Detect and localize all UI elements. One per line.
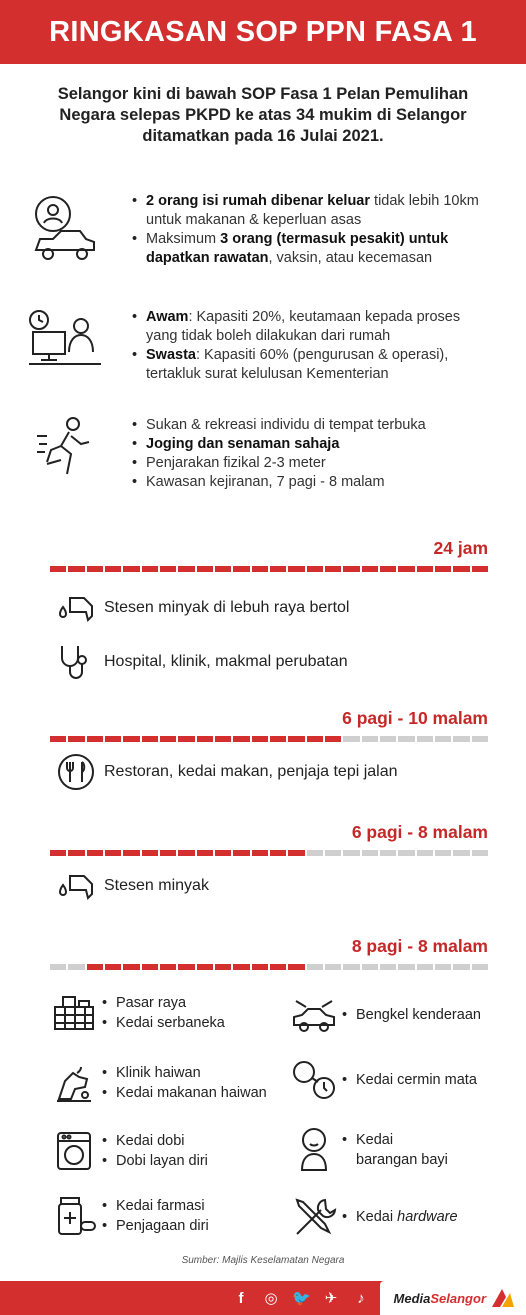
bar-segment-inactive	[472, 850, 488, 856]
twitter-icon[interactable]: 🐦	[292, 1290, 311, 1307]
person-car-icon	[0, 192, 130, 266]
hours-6am-8pm-bar	[50, 850, 488, 856]
sop-recreation-list	[130, 416, 490, 492]
runner-icon	[0, 416, 130, 486]
bar-segment-inactive	[398, 850, 414, 856]
bar-segment-active	[178, 850, 194, 856]
bar-segment-inactive	[435, 736, 451, 742]
page-title: RINGKASAN SOP PPN FASA 1	[49, 15, 477, 48]
bar-segment-inactive	[68, 964, 84, 970]
list-item: • Klinik haiwan	[102, 1063, 267, 1083]
shop-optical	[286, 1058, 477, 1102]
footer-bar	[0, 1281, 526, 1315]
bar-segment-active	[453, 566, 469, 572]
bar-segment-inactive	[50, 964, 66, 970]
bar-segment-inactive	[417, 964, 433, 970]
social-links	[232, 1289, 370, 1307]
bar-segment-active	[288, 566, 304, 572]
bar-segment-active	[68, 850, 84, 856]
bar-segment-active	[178, 964, 194, 970]
bar-segment-inactive	[380, 964, 396, 970]
hours-6am-10pm-bar	[50, 736, 488, 742]
bar-segment-active	[343, 566, 359, 572]
bar-segment-active	[123, 964, 139, 970]
hours-8am-8pm-title: 8 pagi - 8 malam	[351, 936, 488, 956]
bar-segment-inactive	[453, 736, 469, 742]
bar-segment-inactive	[417, 850, 433, 856]
place-label: Hospital, klinik, makmal perubatan	[104, 653, 348, 670]
list-item: • 2 orang isi rumah dibenar keluar tidak lebih 10km untuk makanan & keperluan asas	[130, 192, 490, 230]
bar-segment-active	[50, 566, 66, 572]
bar-segment-inactive	[398, 964, 414, 970]
list-item: • Sukan & rekreasi individu di tempat terbuka	[130, 416, 490, 435]
bar-segment-active	[233, 566, 249, 572]
bar-segment-active	[123, 566, 139, 572]
bar-segment-inactive	[398, 736, 414, 742]
brand-logo	[380, 1281, 526, 1315]
bar-segment-active	[68, 566, 84, 572]
bar-segment-active	[197, 964, 213, 970]
bar-segment-active	[142, 566, 158, 572]
list-item: • Kedai farmasi	[102, 1196, 209, 1216]
tools-icon	[286, 1194, 342, 1240]
list-item: • Kedai serbaneka	[102, 1013, 225, 1033]
bar-segment-active	[215, 736, 231, 742]
shop-baby	[286, 1126, 452, 1174]
list-item: • Pasar raya	[102, 993, 225, 1013]
bar-segment-inactive	[472, 964, 488, 970]
sop-work-list	[130, 308, 490, 384]
office-worker-icon	[0, 308, 130, 370]
bar-segment-inactive	[417, 736, 433, 742]
bar-segment-active	[142, 850, 158, 856]
bar-segment-active	[252, 964, 268, 970]
facebook-icon[interactable]: f	[238, 1289, 244, 1307]
shop-list	[102, 1131, 208, 1171]
bar-segment-active	[87, 964, 103, 970]
bar-segment-active	[160, 566, 176, 572]
shop-supermarket	[46, 993, 225, 1033]
bar-segment-active	[270, 850, 286, 856]
plate-cutlery-icon	[48, 752, 104, 792]
bar-segment-active	[362, 566, 378, 572]
bar-segment-inactive	[362, 964, 378, 970]
list-item: • Bengkel kenderaan	[342, 1005, 481, 1025]
place-restaurant	[48, 752, 398, 792]
bar-segment-active	[215, 566, 231, 572]
fuel-pump-icon	[48, 592, 104, 624]
shop-list	[342, 1005, 481, 1025]
bar-segment-active	[252, 736, 268, 742]
bar-segment-active	[160, 850, 176, 856]
shop-pharmacy	[46, 1194, 209, 1238]
telegram-icon[interactable]: ✈	[324, 1290, 338, 1307]
bar-segment-active	[123, 850, 139, 856]
bar-segment-inactive	[325, 964, 341, 970]
bar-segment-active	[105, 850, 121, 856]
list-item: • Kedai cermin mata	[342, 1070, 477, 1090]
bar-segment-inactive	[435, 964, 451, 970]
hours-6am-8pm-title: 6 pagi - 8 malam	[351, 822, 488, 842]
bar-segment-active	[178, 566, 194, 572]
bar-segment-active	[215, 964, 231, 970]
sop-work	[0, 308, 526, 384]
bar-segment-active	[288, 736, 304, 742]
bar-segment-active	[233, 850, 249, 856]
shop-pet	[46, 1061, 267, 1105]
list-item: • Maksimum 3 orang (termasuk pesakit) untuk dapatkan rawatan, vaksin, atau kecemasan	[130, 230, 490, 268]
hours-24-title: 24 jam	[433, 538, 488, 558]
baby-icon	[286, 1126, 342, 1174]
bar-segment-active	[270, 736, 286, 742]
bar-segment-inactive	[325, 850, 341, 856]
fuel-pump-icon	[48, 870, 104, 902]
bar-segment-active	[68, 736, 84, 742]
bar-segment-active	[252, 566, 268, 572]
place-label: Stesen minyak	[104, 877, 209, 894]
bar-segment-active	[325, 566, 341, 572]
bar-segment-inactive	[307, 850, 323, 856]
bar-segment-active	[87, 736, 103, 742]
bar-segment-active	[87, 566, 103, 572]
bar-segment-active	[233, 736, 249, 742]
place-hospital	[48, 642, 348, 682]
bar-segment-active	[380, 566, 396, 572]
bar-segment-active	[472, 566, 488, 572]
list-item: • Kedai dobi	[102, 1131, 208, 1151]
source-note: Sumber: Majlis Keselamatan Negara	[181, 1255, 345, 1266]
shop-list	[342, 1130, 452, 1170]
list-item: • Dobi layan diri	[102, 1151, 208, 1171]
bar-segment-active	[197, 566, 213, 572]
stethoscope-icon	[48, 642, 104, 682]
bar-segment-inactive	[343, 736, 359, 742]
glasses-icon	[286, 1058, 342, 1102]
bar-segment-active	[288, 964, 304, 970]
bar-segment-inactive	[453, 850, 469, 856]
shop-laundry	[46, 1129, 208, 1173]
washing-machine-icon	[46, 1129, 102, 1173]
list-item: • Penjarakan fizikal 2-3 meter	[130, 454, 490, 473]
bar-segment-inactive	[343, 850, 359, 856]
bar-segment-active	[307, 736, 323, 742]
bar-segment-active	[50, 850, 66, 856]
list-item: • Kedai barangan bayi	[342, 1130, 452, 1170]
list-item: • Penjagaan diri	[102, 1216, 209, 1236]
place-petrol	[48, 870, 209, 902]
list-item: • Kedai makanan haiwan	[102, 1083, 267, 1103]
bar-segment-inactive	[362, 850, 378, 856]
bar-segment-active	[142, 736, 158, 742]
brand-mark-icon	[490, 1287, 516, 1309]
place-label: Restoran, kedai makan, penjaja tepi jalan	[104, 763, 398, 780]
bar-segment-active	[233, 964, 249, 970]
bar-segment-active	[105, 736, 121, 742]
bar-segment-active	[123, 736, 139, 742]
brand-name: MediaSelangor	[393, 1290, 486, 1306]
list-item: • Kedai hardware	[342, 1207, 458, 1227]
bar-segment-active	[270, 964, 286, 970]
bar-segment-active	[270, 566, 286, 572]
place-highway-petrol	[48, 592, 349, 624]
bar-segment-active	[160, 964, 176, 970]
bar-segment-inactive	[435, 850, 451, 856]
tiktok-icon[interactable]: ♪	[357, 1289, 365, 1307]
bar-segment-active	[105, 566, 121, 572]
bar-segment-inactive	[453, 964, 469, 970]
sop-recreation	[0, 416, 526, 492]
hours-8am-8pm-bar	[50, 964, 488, 970]
bar-segment-active	[215, 850, 231, 856]
instagram-icon[interactable]: ◎	[264, 1290, 278, 1307]
bar-segment-inactive	[307, 964, 323, 970]
shop-list	[342, 1070, 477, 1090]
list-item: • Joging dan senaman sahaja	[130, 435, 490, 454]
intro-text: Selangor kini di bawah SOP Fasa 1 Pelan Pemulihan Negara selepas PKPD ke atas 34 mukim di Selangor ditamatkan pada 16 Julai 2021.	[57, 85, 469, 145]
place-label: Stesen minyak di lebuh raya bertol	[104, 599, 350, 616]
shop-list	[102, 1196, 209, 1236]
shop-hardware	[286, 1194, 458, 1240]
shop-list	[102, 993, 225, 1033]
supermarket-icon	[46, 993, 102, 1033]
bar-segment-inactive	[472, 736, 488, 742]
bar-segment-active	[178, 736, 194, 742]
bar-segment-active	[197, 736, 213, 742]
bar-segment-inactive	[380, 736, 396, 742]
list-item: • Kawasan kejiranan, 7 pagi - 8 malam	[130, 473, 490, 492]
sop-movement	[0, 192, 526, 268]
bar-segment-active	[197, 850, 213, 856]
car-workshop-icon	[286, 995, 342, 1035]
bar-segment-active	[105, 964, 121, 970]
bar-segment-active	[417, 566, 433, 572]
bar-segment-active	[435, 566, 451, 572]
list-item: • Awam: Kapasiti 20%, keutamaan kepada proses yang tidak boleh dilakukan dari rumah	[130, 308, 490, 346]
bar-segment-active	[288, 850, 304, 856]
hours-24-bar	[50, 566, 488, 572]
bar-segment-inactive	[362, 736, 378, 742]
shop-list	[102, 1063, 267, 1103]
bar-segment-active	[50, 736, 66, 742]
pet-icon	[46, 1061, 102, 1105]
sop-movement-list	[130, 192, 490, 268]
bar-segment-active	[398, 566, 414, 572]
bar-segment-active	[87, 850, 103, 856]
pharmacy-icon	[46, 1194, 102, 1238]
shop-workshop	[286, 995, 481, 1035]
bar-segment-active	[160, 736, 176, 742]
hours-6am-10pm-title: 6 pagi - 10 malam	[342, 708, 488, 728]
bar-segment-active	[142, 964, 158, 970]
shop-list	[342, 1207, 458, 1227]
bar-segment-inactive	[380, 850, 396, 856]
list-item: • Swasta: Kapasiti 60% (pengurusan & operasi), tertakluk surat kelulusan Kementerian	[130, 346, 490, 384]
title-banner	[0, 0, 526, 64]
bar-segment-active	[325, 736, 341, 742]
bar-segment-inactive	[343, 964, 359, 970]
bar-segment-active	[252, 850, 268, 856]
bar-segment-active	[307, 566, 323, 572]
